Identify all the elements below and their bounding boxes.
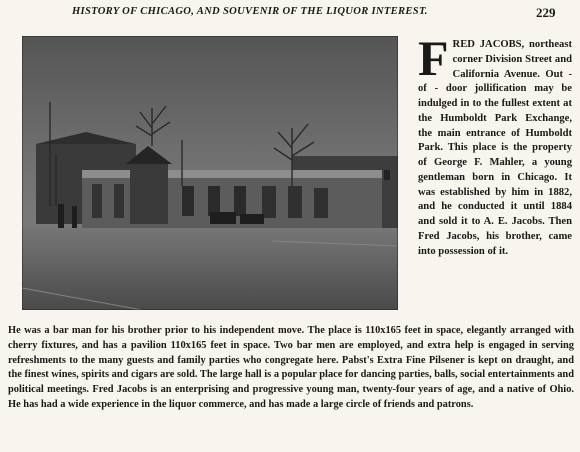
article-lead: RED JACOBS, <box>452 39 525 50</box>
article-side-body: northeast corner Division Street and California Avenue. Out - of - door jollification may be indulged in to the fullest extent at the Humboldt Park Exchange, the main entrance of Humboldt Park. This place is the property of George F. Mahler, a young gentleman born in Chicago. It was established by him in 1882, and he conducted it until 1884 and sold it to A. E. Jacobs. Then Fred Jacobs, his brother, came into possession of it. <box>418 39 572 257</box>
page-number: 229 <box>536 5 556 20</box>
photograph-humboldt-park-exchange <box>22 36 398 310</box>
running-header <box>0 6 580 24</box>
running-head-title: HISTORY OF CHICAGO, AND SOUVENIR OF THE LIQUOR INTEREST. <box>72 6 428 17</box>
side-column <box>418 30 572 259</box>
article-continuation: He was a bar man for his brother prior to his independent move. The place is 110x165 feet in space, elegantly arranged with cherry fixtures, and has a pavilion 110x165 feet in space. Two bar men are employed, and extra help is engaged in serving refreshments to the many guests and family parties who congregate here. Pabst's Extra Fine Pilsener is kept on draught, and the finest wines, spirits and cigars are sold. The large hall is a popular place for dancing parties, balls, social entertainments and political meetings. Fred Jacobs is an enterprising and progressive young man, twenty-four years of age, and a native of Ohio. He has had a wide experience in the liquor commerce, and has made a large circle of friends and patrons. <box>8 325 574 410</box>
drop-cap: F <box>418 30 449 86</box>
